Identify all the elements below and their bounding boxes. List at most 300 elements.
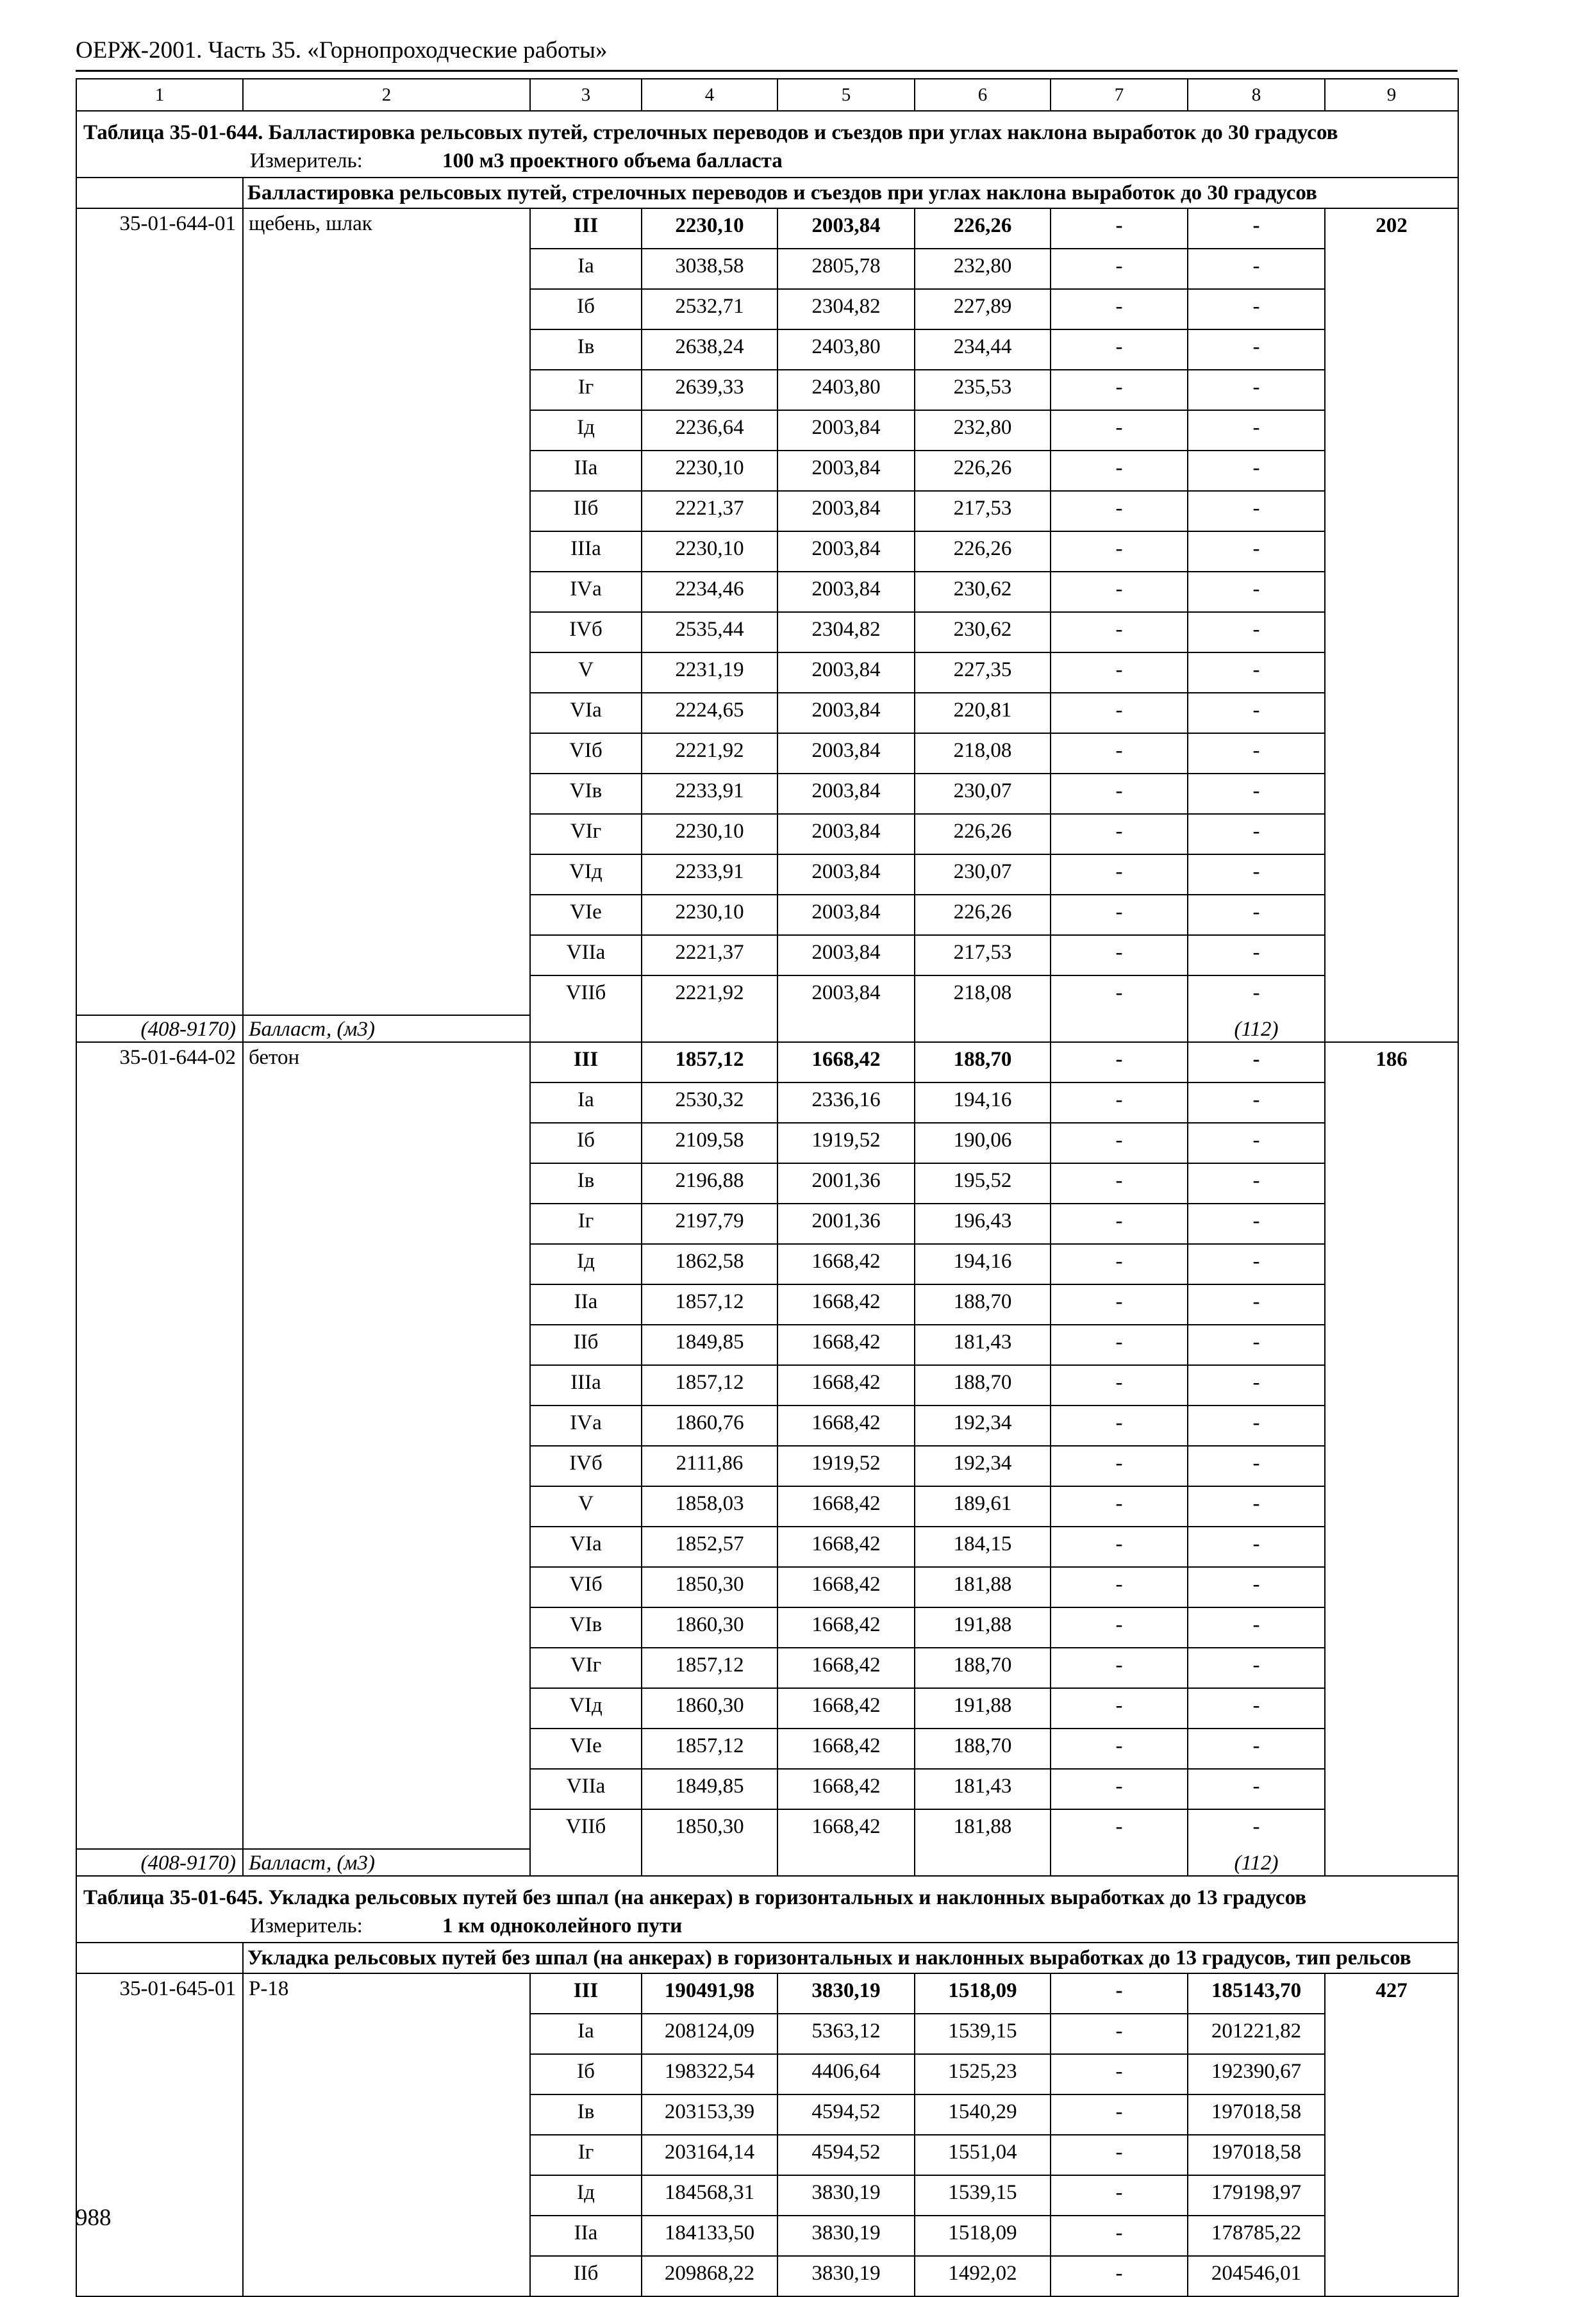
value-cell: 194,16	[915, 1244, 1051, 1284]
value-cell: 3830,19	[777, 2256, 915, 2296]
value-cell: -	[1051, 935, 1188, 975]
item-code: 35-01-645-01	[76, 1973, 243, 2296]
value-cell: -	[1188, 370, 1325, 410]
value-cell: -	[1188, 733, 1325, 774]
value-cell: V	[530, 652, 642, 693]
value-cell: 1852,57	[642, 1527, 777, 1567]
value-cell: 2111,86	[642, 1446, 777, 1486]
value-cell: IIа	[530, 451, 642, 491]
value-cell: -	[1051, 1365, 1188, 1406]
value-cell: 2003,84	[777, 451, 915, 491]
item-col9: 202	[1325, 208, 1458, 1042]
section-title: Укладка рельсовых путей без шпал (на анкерах) в горизонтальных и наклонных выработках до 13 градусов, тип рельсов	[243, 1943, 1458, 1973]
value-cell: 188,70	[915, 1729, 1051, 1769]
value-cell: 1919,52	[777, 1446, 915, 1486]
value-cell: -	[1188, 1729, 1325, 1769]
value-cell: -	[1051, 1325, 1188, 1365]
value-cell: 227,89	[915, 289, 1051, 329]
value-cell: 197018,58	[1188, 2094, 1325, 2135]
value-cell: -	[1051, 2175, 1188, 2216]
value-cell: Iб	[530, 289, 642, 329]
value-cell: -	[1051, 451, 1188, 491]
value-cell: 198322,54	[642, 2054, 777, 2094]
value-cell: 3830,19	[777, 2216, 915, 2256]
value-cell: VIг	[530, 1648, 642, 1688]
column-number: 5	[777, 79, 915, 111]
value-cell: 2196,88	[642, 1163, 777, 1204]
value-cell: -	[1188, 1325, 1325, 1365]
value-cell: -	[1051, 854, 1188, 895]
column-number: 2	[243, 79, 530, 111]
value-cell: VIе	[530, 1729, 642, 1769]
value-cell: -	[1188, 1244, 1325, 1284]
value-cell: 194,16	[915, 1082, 1051, 1123]
section-row	[76, 1943, 1458, 1973]
value-cell: 217,53	[915, 935, 1051, 975]
measure-value: 100 м3 проектного объема балласта	[442, 149, 783, 172]
rates-table	[76, 78, 1459, 2297]
value-cell: 230,62	[915, 572, 1051, 612]
value-cell: 188,70	[915, 1284, 1051, 1325]
value-cell: 2003,84	[777, 895, 915, 935]
value-cell: 2003,84	[777, 693, 915, 733]
section-spacer	[76, 178, 243, 208]
value-cell: -	[1051, 1567, 1188, 1607]
value-cell: 2003,84	[777, 975, 915, 1015]
value-cell: -	[1051, 895, 1188, 935]
value-cell: 2001,36	[777, 1204, 915, 1244]
value-cell: -	[1188, 531, 1325, 572]
value-cell: Iг	[530, 1204, 642, 1244]
running-header: ОЕРЖ-2001. Часть 35. «Горнопроходческие работы»	[76, 37, 608, 63]
item-name: бетон	[243, 1042, 530, 1849]
value-cell: III	[530, 1973, 642, 2014]
value-cell: -	[1051, 1527, 1188, 1567]
page-number: 988	[76, 2205, 112, 2231]
value-cell: Iд	[530, 1244, 642, 1284]
value-cell: 178785,22	[1188, 2216, 1325, 2256]
value-cell: 196,43	[915, 1204, 1051, 1244]
item-code: 35-01-644-01	[76, 208, 243, 1015]
value-cell: 218,08	[915, 975, 1051, 1015]
value-cell: -	[1188, 854, 1325, 895]
value-cell: Iб	[530, 2054, 642, 2094]
value-cell: -	[1188, 1809, 1325, 1849]
value-cell: -	[1188, 572, 1325, 612]
empty-cell	[777, 1015, 915, 1042]
ballast-name: Балласт, (м3)	[243, 1015, 530, 1042]
value-cell: Iа	[530, 1082, 642, 1123]
value-cell: VIIа	[530, 935, 642, 975]
value-cell: -	[1188, 1607, 1325, 1648]
value-cell: 1551,04	[915, 2135, 1051, 2175]
value-cell: -	[1051, 1769, 1188, 1809]
value-cell: Iб	[530, 1123, 642, 1163]
value-cell: VIIб	[530, 975, 642, 1015]
value-cell: 1850,30	[642, 1567, 777, 1607]
value-cell: -	[1051, 2014, 1188, 2054]
value-cell: 226,26	[915, 531, 1051, 572]
value-cell: 218,08	[915, 733, 1051, 774]
value-cell: 1539,15	[915, 2014, 1051, 2054]
value-cell: 189,61	[915, 1486, 1051, 1527]
value-cell: 188,70	[915, 1648, 1051, 1688]
value-cell: -	[1188, 1648, 1325, 1688]
value-cell: VIб	[530, 1567, 642, 1607]
value-cell: 5363,12	[777, 2014, 915, 2054]
value-cell: 1668,42	[777, 1648, 915, 1688]
value-cell: VIд	[530, 854, 642, 895]
value-cell: 217,53	[915, 491, 1051, 531]
value-cell: 1860,76	[642, 1406, 777, 1446]
value-cell: Iв	[530, 329, 642, 370]
value-cell: -	[1188, 1527, 1325, 1567]
value-cell: -	[1188, 693, 1325, 733]
value-cell: Iд	[530, 2175, 642, 2216]
empty-cell	[777, 1849, 915, 1876]
column-number: 8	[1188, 79, 1325, 111]
value-cell: 230,07	[915, 774, 1051, 814]
value-cell: 1518,09	[915, 2216, 1051, 2256]
value-cell: -	[1051, 1244, 1188, 1284]
measure-label: Измеритель:	[250, 149, 363, 172]
value-cell: -	[1051, 491, 1188, 531]
table-row	[76, 208, 1458, 249]
value-cell: 230,62	[915, 612, 1051, 652]
value-cell: 220,81	[915, 693, 1051, 733]
value-cell: 235,53	[915, 370, 1051, 410]
value-cell: -	[1188, 1567, 1325, 1607]
value-cell: 188,70	[915, 1042, 1051, 1082]
value-cell: 2231,19	[642, 652, 777, 693]
empty-cell	[915, 1849, 1051, 1876]
value-cell: 1525,23	[915, 2054, 1051, 2094]
value-cell: IVб	[530, 612, 642, 652]
value-cell: 1850,30	[642, 1809, 777, 1849]
value-cell: 4406,64	[777, 2054, 915, 2094]
value-cell: -	[1051, 2256, 1188, 2296]
value-cell: 1668,42	[777, 1809, 915, 1849]
value-cell: Iв	[530, 2094, 642, 2135]
value-cell: III	[530, 208, 642, 249]
empty-cell	[915, 1015, 1051, 1042]
value-cell: 234,44	[915, 329, 1051, 370]
value-cell: 1668,42	[777, 1486, 915, 1527]
value-cell: -	[1188, 1365, 1325, 1406]
value-cell: -	[1051, 329, 1188, 370]
value-cell: 2003,84	[777, 208, 915, 249]
value-cell: 227,35	[915, 652, 1051, 693]
value-cell: -	[1051, 370, 1188, 410]
value-cell: 1860,30	[642, 1607, 777, 1648]
value-cell: 2230,10	[642, 814, 777, 854]
value-cell: -	[1051, 652, 1188, 693]
value-cell: -	[1188, 1769, 1325, 1809]
value-cell: -	[1188, 1204, 1325, 1244]
value-cell: 1849,85	[642, 1325, 777, 1365]
column-number: 7	[1051, 79, 1188, 111]
value-cell: 1857,12	[642, 1648, 777, 1688]
value-cell: -	[1188, 975, 1325, 1015]
empty-cell	[642, 1015, 777, 1042]
value-cell: 2003,84	[777, 814, 915, 854]
value-cell: -	[1188, 1688, 1325, 1729]
value-cell: -	[1051, 2054, 1188, 2094]
value-cell: -	[1051, 2216, 1188, 2256]
value-cell: 203164,14	[642, 2135, 777, 2175]
value-cell: -	[1188, 1284, 1325, 1325]
value-cell: -	[1188, 935, 1325, 975]
value-cell: 190,06	[915, 1123, 1051, 1163]
empty-cell	[1051, 1015, 1188, 1042]
measure-label: Измеритель:	[250, 1914, 363, 1937]
value-cell: -	[1188, 491, 1325, 531]
value-cell: IIа	[530, 1284, 642, 1325]
value-cell: 1518,09	[915, 1973, 1051, 2014]
table-row	[76, 1973, 1458, 2014]
value-cell: Iд	[530, 410, 642, 451]
value-cell: 3038,58	[642, 249, 777, 289]
measure-row	[76, 1914, 1458, 1943]
value-cell: 2638,24	[642, 329, 777, 370]
value-cell: 2003,84	[777, 733, 915, 774]
value-cell: 2109,58	[642, 1123, 777, 1163]
value-cell: 192,34	[915, 1406, 1051, 1446]
value-cell: VIд	[530, 1688, 642, 1729]
value-cell: -	[1051, 1163, 1188, 1204]
value-cell: 1668,42	[777, 1769, 915, 1809]
ballast-code: (408-9170)	[76, 1849, 243, 1876]
value-cell: 2224,65	[642, 693, 777, 733]
value-cell: -	[1051, 1809, 1188, 1849]
value-cell: 195,52	[915, 1163, 1051, 1204]
value-cell: IVа	[530, 1406, 642, 1446]
value-cell: 2805,78	[777, 249, 915, 289]
value-cell: 2003,84	[777, 410, 915, 451]
value-cell: 2304,82	[777, 612, 915, 652]
value-cell: 2221,37	[642, 935, 777, 975]
value-cell: 191,88	[915, 1607, 1051, 1648]
value-cell: 192,34	[915, 1446, 1051, 1486]
value-cell: -	[1188, 652, 1325, 693]
value-cell: 181,88	[915, 1567, 1051, 1607]
value-cell: 203153,39	[642, 2094, 777, 2135]
value-cell: IIа	[530, 2216, 642, 2256]
table-title: Таблица 35-01-645. Укладка рельсовых путей без шпал (на анкерах) в горизонтальных и наклонных выработках до 13 градусов	[76, 1876, 1458, 1914]
value-cell: 192390,67	[1188, 2054, 1325, 2094]
value-cell: -	[1188, 1163, 1325, 1204]
value-cell: 226,26	[915, 451, 1051, 491]
column-number: 6	[915, 79, 1051, 111]
section-spacer	[76, 1943, 243, 1973]
value-cell: 2535,44	[642, 612, 777, 652]
item-name: щебень, шлак	[243, 208, 530, 1015]
value-cell: 1539,15	[915, 2175, 1051, 2216]
table-title: Таблица 35-01-644. Балластировка рельсовых путей, стрелочных переводов и съездов при углах наклона выработок до 30 градусов	[76, 111, 1458, 149]
value-cell: 181,43	[915, 1325, 1051, 1365]
value-cell: -	[1051, 289, 1188, 329]
value-cell: 179198,97	[1188, 2175, 1325, 2216]
value-cell: Iв	[530, 1163, 642, 1204]
value-cell: 208124,09	[642, 2014, 777, 2054]
value-cell: 2403,80	[777, 370, 915, 410]
value-cell: 1668,42	[777, 1729, 915, 1769]
value-cell: IIIа	[530, 531, 642, 572]
value-cell: IVа	[530, 572, 642, 612]
value-cell: Iа	[530, 249, 642, 289]
value-cell: 230,07	[915, 854, 1051, 895]
value-cell: -	[1051, 774, 1188, 814]
value-cell: -	[1188, 249, 1325, 289]
value-cell: 1858,03	[642, 1486, 777, 1527]
value-cell: 232,80	[915, 410, 1051, 451]
value-cell: 201221,82	[1188, 2014, 1325, 2054]
value-cell: -	[1051, 2094, 1188, 2135]
value-cell: 1857,12	[642, 1042, 777, 1082]
empty-cell	[1051, 1849, 1188, 1876]
section-row	[76, 178, 1458, 208]
value-cell: 1668,42	[777, 1284, 915, 1325]
value-cell: 1668,42	[777, 1527, 915, 1567]
value-cell: 181,43	[915, 1769, 1051, 1809]
value-cell: 1668,42	[777, 1244, 915, 1284]
value-cell: -	[1051, 1042, 1188, 1082]
value-cell: -	[1051, 1688, 1188, 1729]
value-cell: 1862,58	[642, 1244, 777, 1284]
header-rule	[76, 70, 1458, 72]
ballast-value: (112)	[1188, 1015, 1325, 1042]
empty-cell	[530, 1849, 642, 1876]
value-cell: IIб	[530, 1325, 642, 1365]
value-cell: VIIа	[530, 1769, 642, 1809]
value-cell: 1668,42	[777, 1406, 915, 1446]
section-title: Балластировка рельсовых путей, стрелочных переводов и съездов при углах наклона выработок до 30 градусов	[243, 178, 1458, 208]
value-cell: VIа	[530, 1527, 642, 1567]
value-cell: 2003,84	[777, 572, 915, 612]
value-cell: -	[1051, 1082, 1188, 1123]
measure-unit	[76, 1914, 1458, 1943]
value-cell: VIе	[530, 895, 642, 935]
measure-value: 1 км одноколейного пути	[442, 1914, 683, 1937]
value-cell: 2230,10	[642, 895, 777, 935]
value-cell: 226,26	[915, 814, 1051, 854]
column-number-row	[76, 79, 1458, 111]
value-cell: 181,88	[915, 1809, 1051, 1849]
value-cell: Iг	[530, 370, 642, 410]
value-cell: 1668,42	[777, 1607, 915, 1648]
measure-row	[76, 149, 1458, 178]
table-title-row	[76, 1876, 1458, 1914]
value-cell: 1668,42	[777, 1325, 915, 1365]
value-cell: 3830,19	[777, 2175, 915, 2216]
value-cell: -	[1051, 1729, 1188, 1769]
value-cell: -	[1188, 774, 1325, 814]
value-cell: -	[1051, 975, 1188, 1015]
value-cell: 2221,92	[642, 975, 777, 1015]
value-cell: 188,70	[915, 1365, 1051, 1406]
column-number: 1	[76, 79, 243, 111]
value-cell: 1857,12	[642, 1284, 777, 1325]
value-cell: 2230,10	[642, 451, 777, 491]
value-cell: -	[1188, 1123, 1325, 1163]
value-cell: 2221,92	[642, 733, 777, 774]
value-cell: 204546,01	[1188, 2256, 1325, 2296]
value-cell: -	[1051, 612, 1188, 652]
value-cell: IVб	[530, 1446, 642, 1486]
value-cell: 184568,31	[642, 2175, 777, 2216]
value-cell: 232,80	[915, 249, 1051, 289]
value-cell: -	[1051, 2135, 1188, 2175]
value-cell: -	[1051, 1973, 1188, 2014]
value-cell: -	[1051, 410, 1188, 451]
value-cell: -	[1051, 1648, 1188, 1688]
value-cell: 226,26	[915, 895, 1051, 935]
item-col9: 186	[1325, 1042, 1458, 1876]
value-cell: 197018,58	[1188, 2135, 1325, 2175]
value-cell: 2304,82	[777, 289, 915, 329]
value-cell: 184,15	[915, 1527, 1051, 1567]
value-cell: III	[530, 1042, 642, 1082]
value-cell: 2221,37	[642, 491, 777, 531]
value-cell: -	[1051, 1123, 1188, 1163]
value-cell: 1668,42	[777, 1365, 915, 1406]
value-cell: 1668,42	[777, 1567, 915, 1607]
value-cell: -	[1051, 531, 1188, 572]
value-cell: 2001,36	[777, 1163, 915, 1204]
value-cell: 190491,98	[642, 1973, 777, 2014]
value-cell: -	[1188, 1082, 1325, 1123]
value-cell: IIб	[530, 491, 642, 531]
value-cell: VIб	[530, 733, 642, 774]
value-cell: 2230,10	[642, 531, 777, 572]
value-cell: 2234,46	[642, 572, 777, 612]
value-cell: -	[1188, 451, 1325, 491]
value-cell: 2233,91	[642, 774, 777, 814]
value-cell: Iг	[530, 2135, 642, 2175]
value-cell: 2003,84	[777, 531, 915, 572]
value-cell: -	[1051, 1406, 1188, 1446]
value-cell: -	[1188, 1406, 1325, 1446]
empty-cell	[642, 1849, 777, 1876]
value-cell: -	[1051, 1204, 1188, 1244]
value-cell: -	[1051, 1607, 1188, 1648]
ballast-row	[76, 1849, 1458, 1876]
value-cell: -	[1188, 208, 1325, 249]
value-cell: 191,88	[915, 1688, 1051, 1729]
value-cell: 2530,32	[642, 1082, 777, 1123]
value-cell: 2230,10	[642, 208, 777, 249]
value-cell: -	[1188, 329, 1325, 370]
column-number: 9	[1325, 79, 1458, 111]
value-cell: 2197,79	[642, 1204, 777, 1244]
value-cell: -	[1051, 814, 1188, 854]
value-cell: -	[1051, 1486, 1188, 1527]
item-col9: 427	[1325, 1973, 1458, 2296]
value-cell: Iа	[530, 2014, 642, 2054]
value-cell: -	[1188, 895, 1325, 935]
value-cell: 1860,30	[642, 1688, 777, 1729]
value-cell: -	[1051, 1284, 1188, 1325]
value-cell: 1919,52	[777, 1123, 915, 1163]
table-row	[76, 1042, 1458, 1082]
value-cell: V	[530, 1486, 642, 1527]
value-cell: IIб	[530, 2256, 642, 2296]
value-cell: -	[1188, 612, 1325, 652]
value-cell: 2639,33	[642, 370, 777, 410]
value-cell: VIв	[530, 774, 642, 814]
value-cell: 185143,70	[1188, 1973, 1325, 2014]
value-cell: VIIб	[530, 1809, 642, 1849]
